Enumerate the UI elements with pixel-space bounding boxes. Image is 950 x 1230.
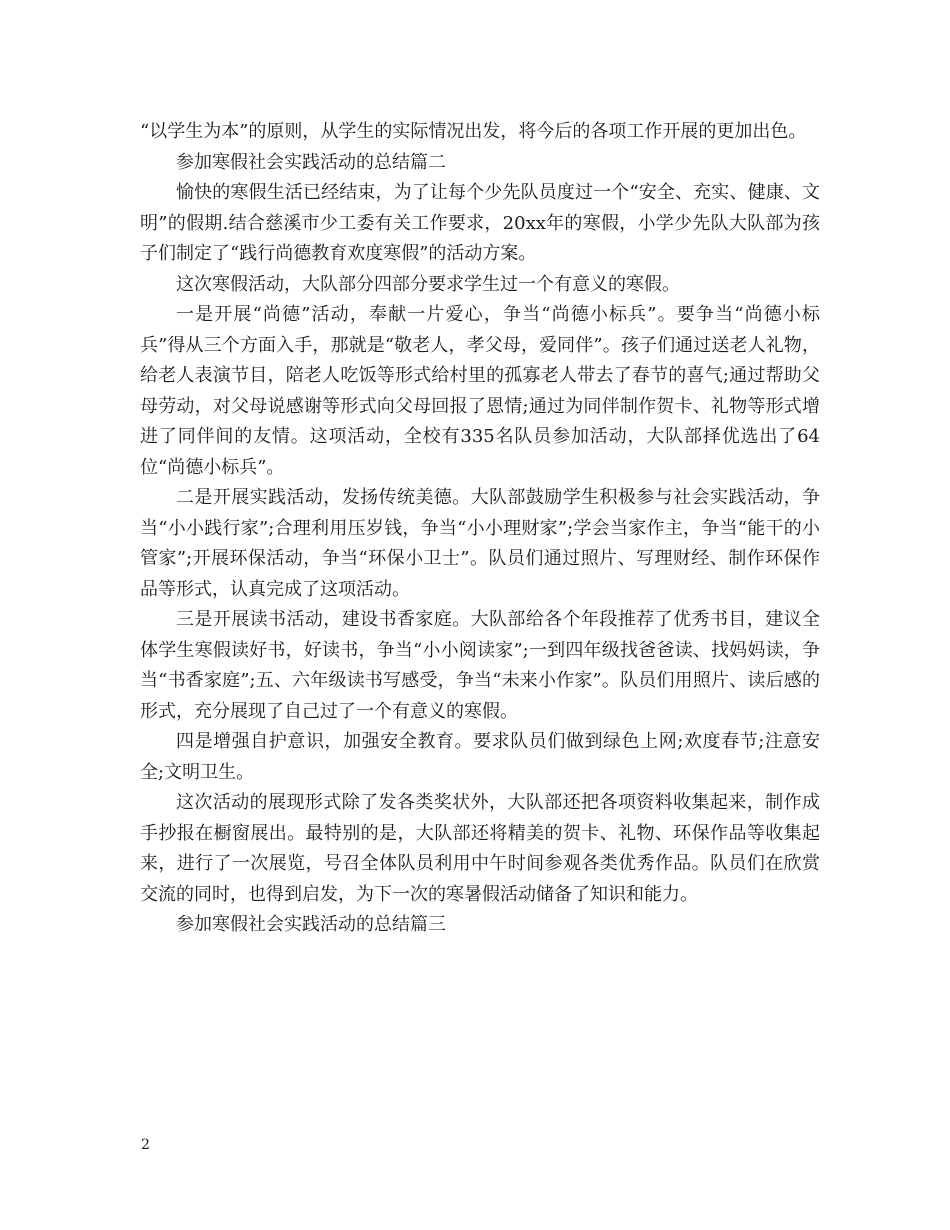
paragraph-continuation: “以学生为本”的原则，从学生的实际情况出发，将今后的各项工作开展的更加出色。 [140,121,807,142]
paragraph: 三是开展读书活动，建设书香家庭。大队部给各个年段推荐了优秀书目，建议全体学生寒假读好书，好读书，争当“小小阅读家”;一到四年级找爸爸读、找妈妈读，争当“书香家庭”;五、六年级读书写感受，争当“未来小作家”。队员们用照片、读后感的形式，充分展现了自己过了一个有意义的寒假。 [140,609,820,722]
paragraph: 这次活动的展现形式除了发各类奖状外，大队部还把各项资料收集起来，制作成手抄报在橱窗展出。最特别的是，大队部还将精美的贺卡、礼物、环保作品等收集起来，进行了一次展览，号召全体队员利用中午时间参观各类优秀作品。队员们在欣赏交流的同时，也得到启发，为下一次的寒暑假活动储备了知识和能力。 [140,792,820,905]
page-number: 2 [141,1137,150,1153]
section-heading-part-two: 参加寒假社会实践活动的总结篇二 [176,151,446,173]
document-body [140,117,820,941]
paragraph: 二是开展实践活动，发扬传统美德。大队部鼓励学生积极参与社会实践活动，争当“小小践行家”;合理利用压岁钱，争当“小小理财家”;学会当家作主，争当“能干的小管家”;开展环保活动，争当“环保小卫士”。队员们通过照片、写理财经、制作环保作品等形式，认真完成了这项活动。 [140,487,820,600]
paragraph: 这次寒假活动，大队部分四部分要求学生过一个有意义的寒假。 [176,273,680,295]
paragraph: 一是开展“尚德”活动，奉献一片爱心，争当“尚德小标兵”。要争当“尚德小标兵”得从三个方面入手，那就是“敬老人，孝父母，爱同伴”。孩子们通过送老人礼物，给老人表演节目，陪老人吃饭等形式给村里的孤寡老人带去了春节的喜气;通过帮助父母劳动，对父母说感谢等形式向父母回报了恩情;通过为同伴制作贺卡、礼物等形式增进了同伴间的友情。这项活动，全校有335名队员参加活动，大队部择优选出了64位“尚德小标兵”。 [140,304,820,478]
paragraph: 四是增强自护意识，加强安全教育。要求队员们做到绿色上网;欢度春节;注意安全;文明卫生。 [140,731,820,783]
paragraph: 愉快的寒假生活已经结束，为了让每个少先队员度过一个“安全、充实、健康、文明”的假期.结合慈溪市少工委有关工作要求，20xx年的寒假，小学少先队大队部为孩子们制定了“践行尚德教育欢度寒假”的活动方案。 [140,182,820,264]
section-heading-part-three: 参加寒假社会实践活动的总结篇三 [176,914,446,935]
